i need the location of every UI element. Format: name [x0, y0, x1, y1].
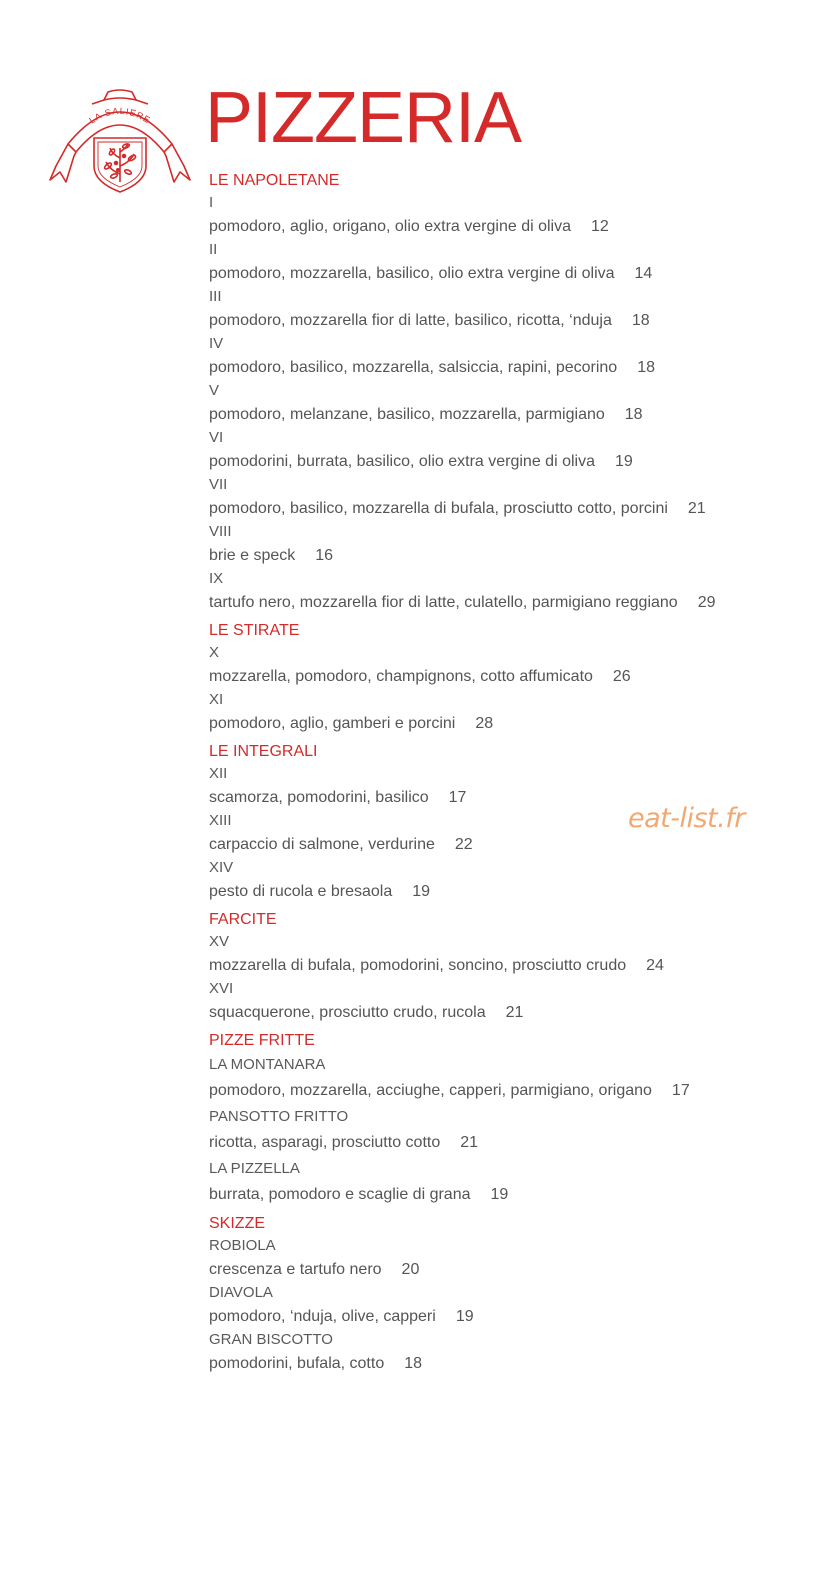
menu-item-ingredients: tartufo nero, mozzarella fior di latte, culatello, parmigiano reggiano: [209, 594, 678, 611]
menu-item-description: [209, 214, 819, 239]
menu-item-name: XV: [209, 933, 230, 950]
menu-item-ingredients: pomodoro, aglio, origano, olio extra vergine di oliva: [209, 218, 571, 235]
crest-emblem-icon: [46, 86, 194, 198]
menu-item-description: [209, 355, 819, 380]
menu-item-description: [209, 1304, 819, 1329]
section-title: LE STIRATE: [209, 622, 300, 639]
menu-item-price: 21: [687, 500, 706, 517]
menu-item-name: VIII: [209, 523, 232, 540]
menu-section-pizze-fritte: [209, 1030, 819, 1208]
menu-item-description: [209, 711, 819, 736]
menu-item-name: XIV: [209, 859, 234, 876]
menu-item-description: [209, 1130, 819, 1156]
menu-item-price: 17: [671, 1082, 690, 1099]
menu-item-ingredients: mozzarella di bufala, pomodorini, soncino, prosciutto crudo: [209, 957, 627, 974]
menu-item-ingredients: carpaccio di salmone, verdurine: [209, 836, 435, 853]
menu-item-description: [209, 879, 819, 904]
menu-section-le-napoletane: [209, 170, 819, 615]
menu-item-ingredients: pomodoro, basilico, mozzarella di bufala, prosciutto cotto, porcini: [209, 500, 668, 517]
menu-item-ingredients: brie e speck: [209, 547, 296, 564]
menu-item-ingredients: ricotta, asparagi, prosciutto cotto: [209, 1134, 441, 1151]
menu-item-ingredients: pomodoro, mozzarella, acciughe, capperi, parmigiano, origano: [209, 1082, 652, 1099]
menu-item-name: VI: [209, 429, 224, 446]
menu-item-price: 18: [404, 1355, 423, 1372]
menu-item-name: XII: [209, 765, 228, 782]
menu-item-ingredients: pomodoro, aglio, gamberi e porcini: [209, 715, 456, 732]
section-title: SKIZZE: [209, 1215, 266, 1232]
menu-item-name: XVI: [209, 980, 234, 997]
menu-item-price: 16: [315, 547, 334, 564]
menu-item-name: DIAVOLA: [209, 1284, 273, 1301]
menu-item-name: V: [209, 382, 220, 399]
watermark: eat-list.fr: [628, 803, 745, 834]
menu-item-description: [209, 1000, 819, 1025]
menu-item-name: II: [209, 241, 218, 258]
menu-item-description: [209, 496, 819, 521]
svg-text:LA SALIERE: LA SALIERE: [87, 105, 153, 126]
menu-item-description: [209, 664, 819, 689]
menu-item-price: 17: [448, 789, 467, 806]
menu-item-name: LA MONTANARA: [209, 1056, 326, 1073]
menu-item-price: 19: [455, 1308, 474, 1325]
menu-item-description: [209, 543, 819, 568]
section-title: FARCITE: [209, 911, 277, 928]
menu-item-ingredients: pomodoro, melanzane, basilico, mozzarella, parmigiano: [209, 406, 605, 423]
menu-item-ingredients: pomodoro, basilico, mozzarella, salsiccia, rapini, pecorino: [209, 359, 618, 376]
menu-section-farcite: [209, 909, 819, 1025]
menu-item-name: IV: [209, 335, 224, 352]
menu-item-ingredients: mozzarella, pomodoro, champignons, cotto affumicato: [209, 668, 593, 685]
menu-item-name: IX: [209, 570, 224, 587]
section-title: LE NAPOLETANE: [209, 172, 340, 189]
menu-item-price: 29: [697, 594, 716, 611]
menu-item-price: 21: [505, 1004, 524, 1021]
menu-item-price: 22: [454, 836, 473, 853]
menu-item-price: 24: [646, 957, 664, 974]
menu-item-name: PANSOTTO FRITTO: [209, 1108, 349, 1125]
menu-item-description: [209, 449, 819, 474]
menu-item-name: ROBIOLA: [209, 1237, 276, 1254]
menu-item-ingredients: pomodoro, ‘nduja, olive, capperi: [209, 1308, 436, 1325]
menu-item-price: 21: [460, 1134, 479, 1151]
menu-item-ingredients: pomodorini, bufala, cotto: [209, 1355, 385, 1372]
menu-item-price: 19: [412, 883, 431, 900]
section-title: PIZZE FRITTE: [209, 1032, 315, 1049]
menu-item-name: I: [209, 194, 214, 211]
menu-list: [209, 170, 819, 1381]
menu-item-price: 18: [624, 406, 643, 423]
menu-item-ingredients: pomodorini, burrata, basilico, olio extra vergine di oliva: [209, 453, 595, 470]
menu-item-ingredients: pomodoro, mozzarella, basilico, olio extra vergine di oliva: [209, 265, 615, 282]
menu-item-price: 20: [401, 1261, 420, 1278]
menu-item-price: 19: [490, 1186, 509, 1203]
menu-item-description: [209, 402, 819, 427]
menu-item-ingredients: scamorza, pomodorini, basilico: [209, 789, 429, 806]
menu-item-ingredients: burrata, pomodoro e scaglie di grana: [209, 1186, 471, 1203]
menu-item-name: III: [209, 288, 222, 305]
menu-item-name: XIII: [209, 812, 232, 829]
menu-item-name: VII: [209, 476, 228, 493]
page-title: PIZZERIA: [205, 78, 522, 158]
menu-item-price: 18: [637, 359, 655, 376]
menu-item-name: LA PIZZELLA: [209, 1160, 300, 1177]
menu-section-le-stirate: [209, 620, 819, 736]
menu-item-name: GRAN BISCOTTO: [209, 1331, 333, 1348]
menu-item-ingredients: pomodoro, mozzarella fior di latte, basilico, ricotta, ‘nduja: [209, 312, 612, 329]
menu-item-name: XI: [209, 691, 224, 708]
menu-item-description: [209, 590, 819, 615]
menu-item-price: 26: [612, 668, 631, 685]
menu-item-ingredients: crescenza e tartufo nero: [209, 1261, 382, 1278]
menu-item-description: [209, 1182, 819, 1208]
menu-section-skizze: [209, 1213, 819, 1376]
menu-item-price: 28: [475, 715, 494, 732]
la-saliere-logo: [46, 86, 194, 198]
menu-item-description: [209, 261, 819, 286]
section-title: LE INTEGRALI: [209, 743, 318, 760]
menu-item-price: 18: [631, 312, 650, 329]
menu-item-description: [209, 1078, 819, 1104]
menu-item-description: [209, 1351, 819, 1376]
menu-item-ingredients: squacquerone, prosciutto crudo, rucola: [209, 1004, 486, 1021]
menu-item-name: X: [209, 644, 220, 661]
menu-item-price: 12: [591, 218, 609, 235]
menu-item-description: [209, 953, 819, 978]
menu-item-description: [209, 308, 819, 333]
menu-item-description: [209, 1257, 819, 1282]
menu-item-description: [209, 832, 819, 857]
menu-item-ingredients: pesto di rucola e bresaola: [209, 883, 393, 900]
menu-item-price: 19: [614, 453, 633, 470]
menu-item-price: 14: [634, 265, 653, 282]
